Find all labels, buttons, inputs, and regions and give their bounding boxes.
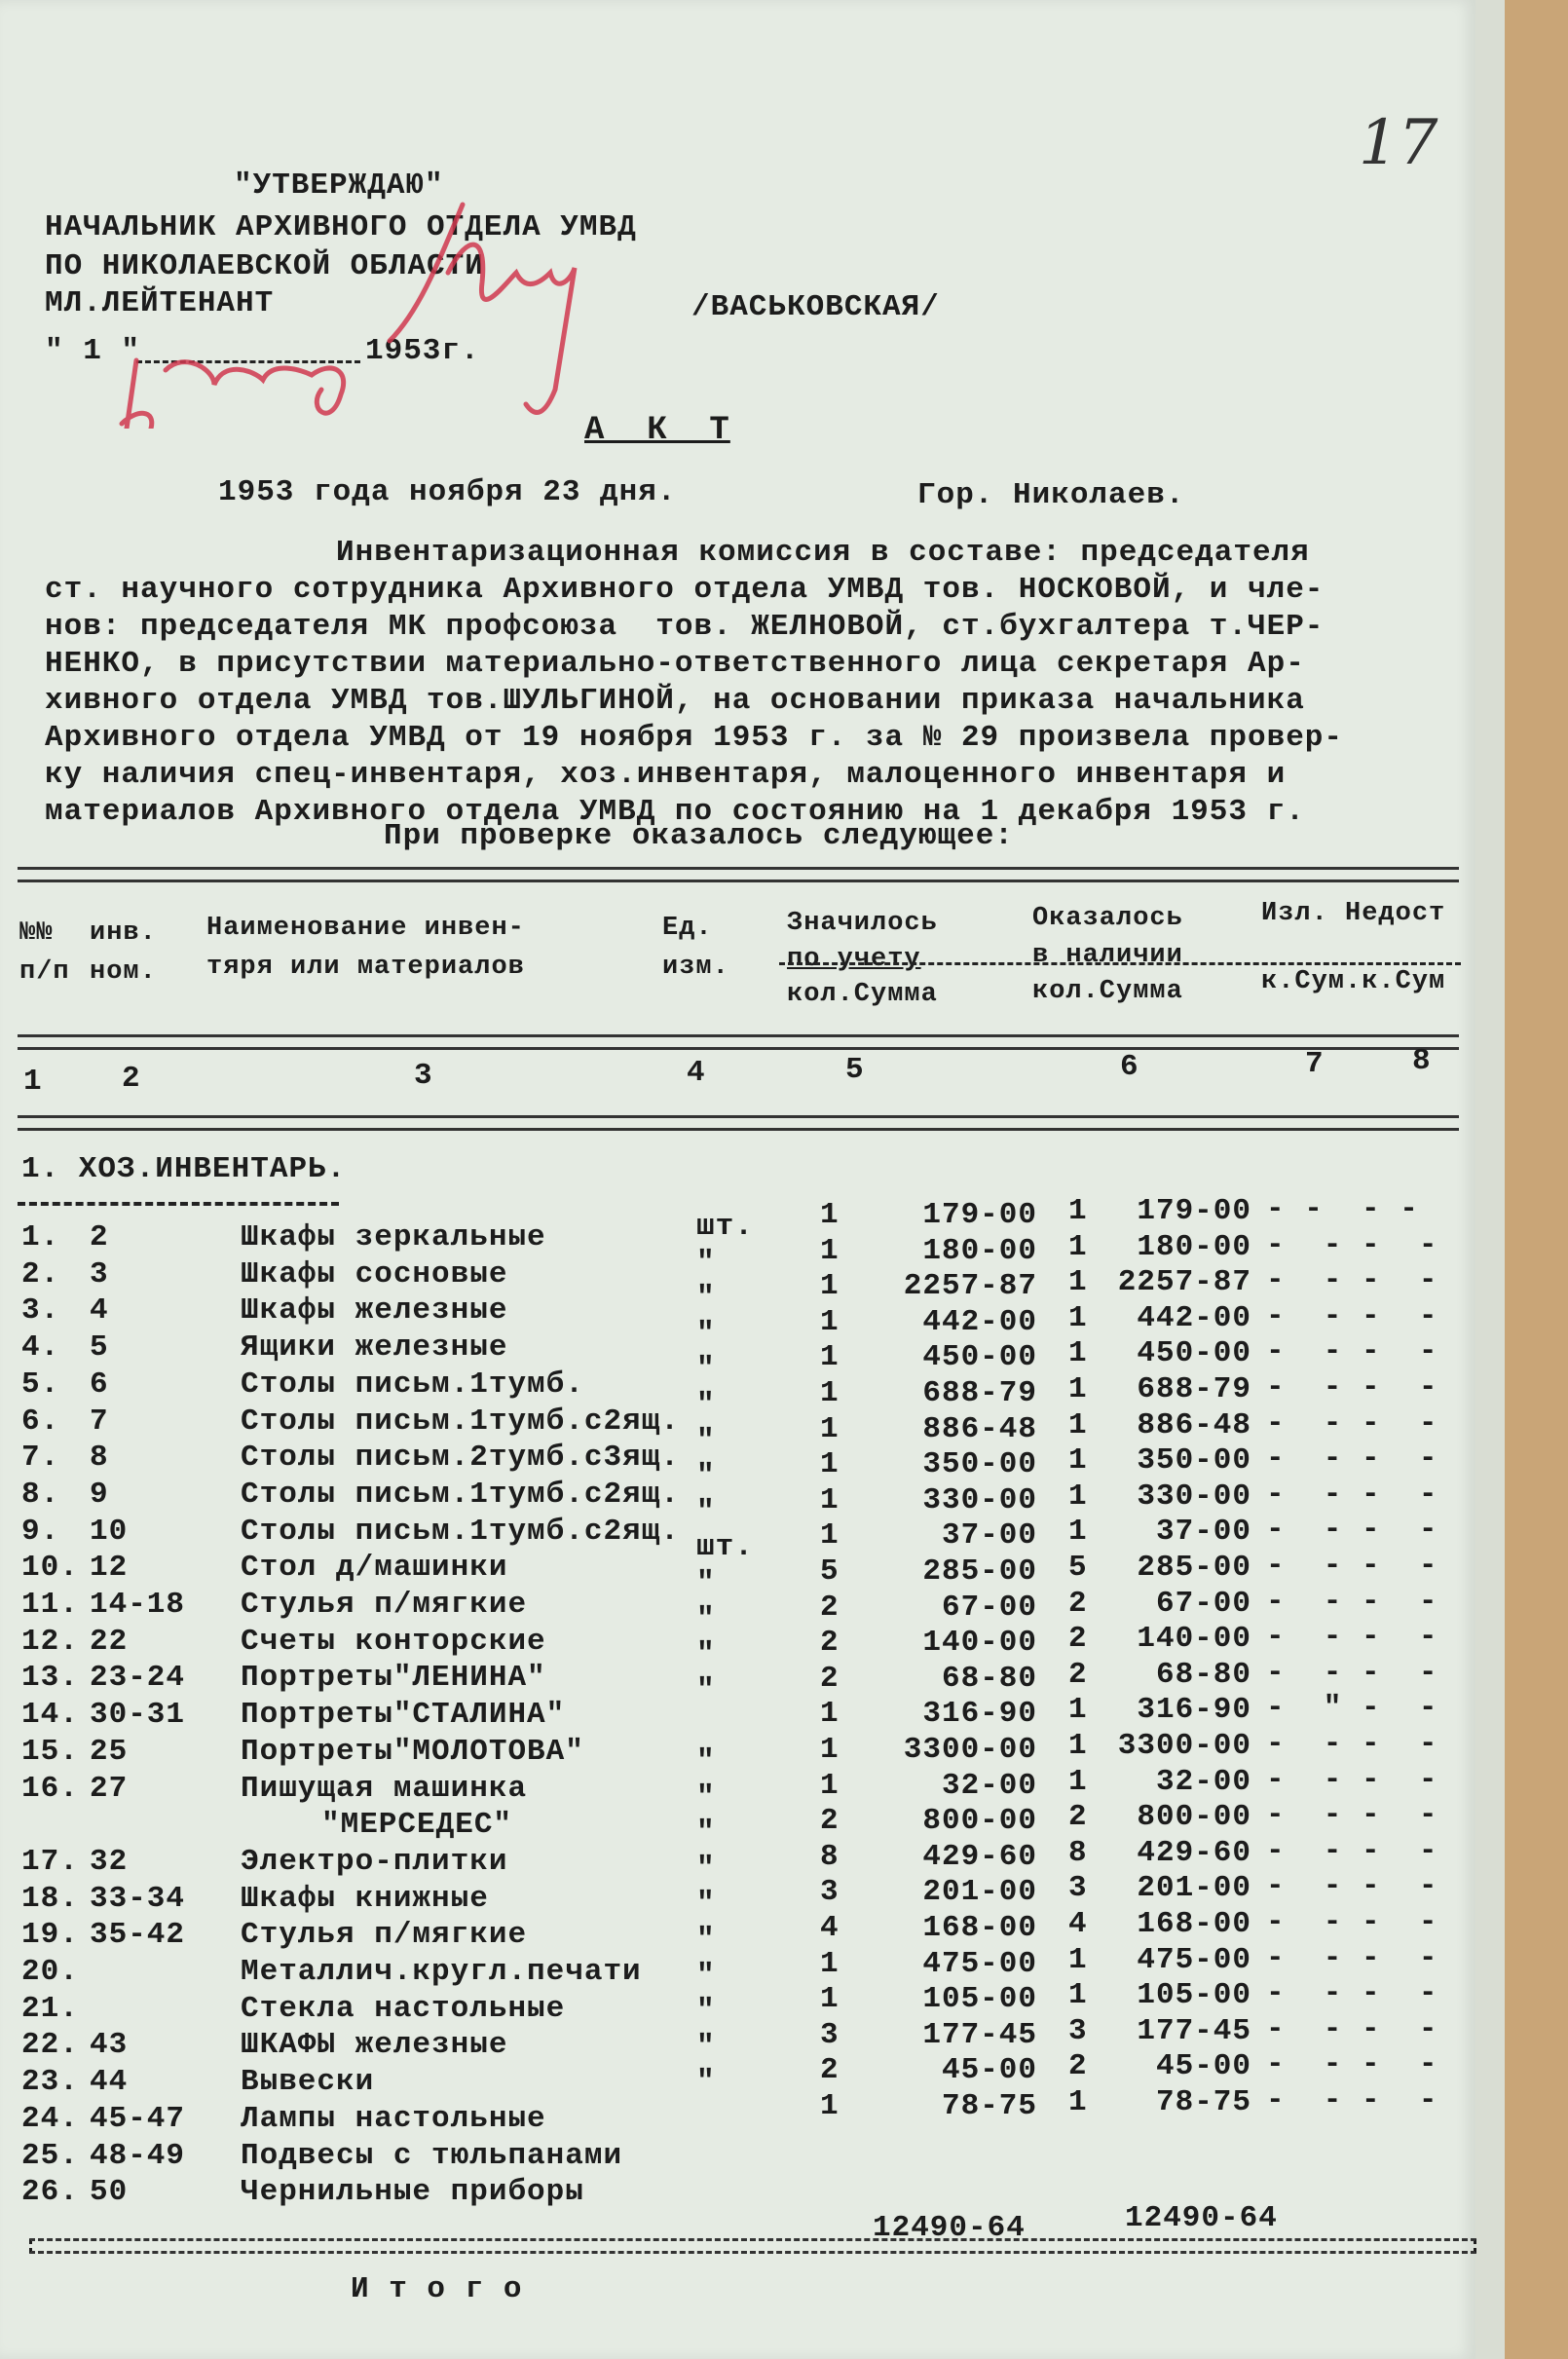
recorded-qty: 1 bbox=[820, 1198, 840, 1232]
actual-qty: 1 bbox=[1068, 1336, 1088, 1371]
column-number: 6 bbox=[1120, 1050, 1139, 1084]
actual-sum: 316-90 bbox=[1137, 1693, 1251, 1728]
recorded-qty: 2 bbox=[820, 1661, 840, 1696]
item-row-number: 20. bbox=[21, 1955, 79, 1989]
surplus-shortage: - - - - bbox=[1266, 1976, 1438, 2011]
item-name: ШКАФЫ железные bbox=[241, 2028, 508, 2063]
actual-qty: 1 bbox=[1068, 2085, 1088, 2119]
surplus-shortage: - - - - bbox=[1266, 1869, 1438, 1904]
recorded-qty: 3 bbox=[820, 1875, 840, 1910]
recorded-sum: 177-45 bbox=[922, 2017, 1037, 2052]
item-unit: " bbox=[696, 1388, 716, 1422]
paragraph-line: ку наличия спец-инвентаря, хоз.инвентаря, малоценного инвентаря и bbox=[45, 758, 1287, 792]
recorded-sum: 201-00 bbox=[922, 1875, 1037, 1910]
item-name: Стол д/машинки bbox=[241, 1551, 508, 1586]
item-inventory-number: 22 bbox=[90, 1624, 129, 1659]
item-inventory-number: 3 bbox=[90, 1256, 109, 1292]
recorded-sum: 475-00 bbox=[922, 1946, 1037, 1981]
surplus-shortage: - - - - bbox=[1266, 2047, 1438, 2082]
actual-sum: 177-45 bbox=[1137, 2013, 1251, 2048]
surplus-shortage: - - - - bbox=[1266, 1905, 1438, 1939]
paragraph-line: нов: председателя МК профсоюза тов. ЖЕЛНОВОЙ, ст.бухгалтера т.ЧЕР- bbox=[45, 610, 1325, 644]
item-unit: " bbox=[696, 1779, 716, 1815]
recorded-qty: 5 bbox=[820, 1554, 840, 1589]
item-name: Лампы настольные bbox=[241, 2101, 546, 2136]
actual-qty: 1 bbox=[1068, 1407, 1088, 1442]
item-name: Шкафы зеркальные bbox=[241, 1220, 546, 1254]
item-name: Стулья п/мягкие bbox=[241, 1588, 528, 1622]
recorded-sum: 45-00 bbox=[941, 2053, 1037, 2088]
item-name: Электро-плитки bbox=[241, 1844, 508, 1879]
item-unit: " bbox=[696, 2029, 716, 2064]
surplus-shortage: - - - - bbox=[1266, 1263, 1438, 1298]
item-inventory-number: 12 bbox=[90, 1551, 129, 1586]
surplus-shortage: - - - - bbox=[1266, 1833, 1438, 1868]
column-numbers-rule bbox=[18, 1115, 1459, 1131]
item-unit: " bbox=[696, 1566, 716, 1600]
actual-sum: 37-00 bbox=[1155, 1515, 1251, 1550]
actual-sum: 180-00 bbox=[1137, 1229, 1251, 1264]
recorded-sum: 180-00 bbox=[922, 1233, 1037, 1268]
item-name: Портреты"ЛЕНИНА" bbox=[241, 1661, 546, 1696]
recorded-qty: 2 bbox=[820, 1590, 840, 1625]
item-inventory-number: 2 bbox=[90, 1220, 109, 1254]
item-inventory-number: 48-49 bbox=[90, 2138, 186, 2173]
actual-sum: 886-48 bbox=[1137, 1407, 1251, 1442]
actual-qty: 1 bbox=[1068, 1764, 1088, 1799]
hdr-col7c: к.Сум.к.Сум bbox=[1261, 967, 1446, 996]
item-row-number: 19. bbox=[21, 1918, 79, 1953]
hdr-col3a: Наименование инвен- bbox=[206, 914, 525, 943]
item-unit: " bbox=[696, 1994, 716, 2029]
hdr-col3b: тяря или материалов bbox=[206, 953, 525, 982]
recorded-qty: 2 bbox=[820, 2053, 840, 2088]
item-name: Стулья п/мягкие bbox=[241, 1918, 528, 1953]
recorded-qty: 8 bbox=[820, 1839, 840, 1874]
item-inventory-number: 44 bbox=[90, 2065, 129, 2100]
actual-sum: 3300-00 bbox=[1117, 1729, 1251, 1763]
actual-qty: 1 bbox=[1068, 1229, 1088, 1264]
actual-sum: 475-00 bbox=[1137, 1942, 1251, 1977]
item-row-number: 5. bbox=[21, 1367, 60, 1402]
item-unit: " bbox=[696, 1601, 716, 1636]
actual-sum: 105-00 bbox=[1137, 1978, 1251, 2013]
item-row-number: 25. bbox=[21, 2138, 79, 2173]
item-row-number: 11. bbox=[21, 1588, 79, 1622]
hdr-col6a: Оказалось bbox=[1032, 904, 1183, 933]
item-name: Столы письм.1тумб.с2ящ. bbox=[241, 1514, 680, 1549]
item-unit: шт. bbox=[696, 1210, 754, 1244]
item-unit: " bbox=[696, 1672, 716, 1707]
paragraph-line: НЕНКО, в присутствии материально-ответственного лица секретаря Ар- bbox=[45, 647, 1305, 681]
item-inventory-number: 14-18 bbox=[90, 1588, 186, 1622]
actual-sum: 350-00 bbox=[1137, 1443, 1251, 1479]
recorded-sum: 67-00 bbox=[941, 1590, 1037, 1625]
section-underline bbox=[18, 1202, 339, 1206]
act-city: Гор. Николаев. bbox=[917, 478, 1185, 512]
recorded-sum: 886-48 bbox=[922, 1411, 1037, 1446]
item-unit: " bbox=[696, 1744, 716, 1779]
actual-sum: 442-00 bbox=[1137, 1300, 1251, 1335]
item-unit: " bbox=[696, 1459, 716, 1494]
actual-qty: 1 bbox=[1068, 1443, 1088, 1479]
total-recorded: 12490-64 bbox=[873, 2211, 1026, 2245]
recorded-sum: 330-00 bbox=[922, 1482, 1037, 1517]
item-unit: " bbox=[696, 1281, 716, 1316]
actual-qty: 2 bbox=[1068, 1622, 1088, 1657]
item-name: Шкафы железные bbox=[241, 1293, 508, 1329]
item-inventory-number: 10 bbox=[90, 1514, 129, 1549]
item-inventory-number: 32 bbox=[90, 1844, 129, 1879]
item-unit: " bbox=[696, 1958, 716, 1993]
recorded-qty: 1 bbox=[820, 1768, 840, 1803]
hdr-col2b: ном. bbox=[90, 957, 157, 987]
item-inventory-number: 43 bbox=[90, 2028, 129, 2063]
paragraph-line: ст. научного сотрудника Архивного отдела УМВД тов. НОСКОВОЙ, и чле- bbox=[45, 573, 1325, 607]
recorded-qty: 1 bbox=[820, 1982, 840, 2017]
hdr-col2a: инв. bbox=[90, 918, 157, 948]
surplus-shortage: - - - - bbox=[1266, 1192, 1419, 1226]
item-unit: " bbox=[696, 1352, 716, 1387]
item-row-number: 6. bbox=[21, 1404, 60, 1439]
actual-qty: 1 bbox=[1068, 1194, 1088, 1228]
approval-heading: "УТВЕРЖДАЮ" bbox=[234, 168, 444, 203]
item-unit: " bbox=[696, 1494, 716, 1529]
recorded-qty: 4 bbox=[820, 1911, 840, 1945]
item-inventory-number: 7 bbox=[90, 1404, 109, 1439]
approval-line-1: НАЧАЛЬНИК АРХИВНОГО ОТДЕЛА УМВД bbox=[45, 210, 637, 244]
actual-qty: 1 bbox=[1068, 1978, 1088, 2013]
total-label: И т о г о bbox=[351, 2272, 523, 2306]
item-row-number: 16. bbox=[21, 1771, 79, 1806]
actual-sum: 140-00 bbox=[1137, 1622, 1251, 1657]
recorded-qty: 1 bbox=[820, 1233, 840, 1268]
item-unit: " bbox=[696, 1423, 716, 1458]
actual-qty: 3 bbox=[1068, 1871, 1088, 1906]
item-name: Портреты"МОЛОТОВА" bbox=[241, 1734, 584, 1769]
item-inventory-number: 8 bbox=[90, 1441, 109, 1476]
actual-qty: 1 bbox=[1068, 1372, 1088, 1406]
hdr-col5b: по учету bbox=[787, 945, 921, 974]
actual-qty: 1 bbox=[1068, 1729, 1088, 1763]
document-title: А К Т bbox=[584, 412, 730, 449]
actual-sum: 78-75 bbox=[1155, 2085, 1251, 2119]
surplus-shortage: - - - - bbox=[1266, 1798, 1438, 1833]
surplus-shortage: - - - - bbox=[1266, 1477, 1438, 1512]
item-name: Столы письм.1тумб.с2ящ. bbox=[241, 1404, 680, 1439]
surplus-shortage: - - - - bbox=[1266, 1405, 1438, 1441]
item-unit: " bbox=[696, 1637, 716, 1672]
actual-qty: 3 bbox=[1068, 2013, 1088, 2048]
page-edge bbox=[1475, 0, 1505, 2359]
item-unit: " bbox=[696, 1316, 716, 1351]
recorded-sum: 442-00 bbox=[922, 1304, 1037, 1339]
actual-qty: 1 bbox=[1068, 1693, 1088, 1728]
recorded-qty: 1 bbox=[820, 1376, 840, 1410]
column-number: 8 bbox=[1412, 1044, 1432, 1078]
item-inventory-number: 25 bbox=[90, 1734, 129, 1769]
recorded-qty: 1 bbox=[820, 1518, 840, 1554]
item-name: Столы письм.1тумб. bbox=[241, 1367, 584, 1402]
recorded-qty: 2 bbox=[820, 1626, 840, 1661]
recorded-sum: 179-00 bbox=[922, 1198, 1037, 1232]
surplus-shortage: - - - - bbox=[1266, 1762, 1438, 1797]
item-inventory-number: 6 bbox=[90, 1367, 109, 1402]
recorded-qty: 1 bbox=[820, 1946, 840, 1981]
item-name: Столы письм.2тумб.с3ящ. bbox=[241, 1441, 680, 1476]
actual-sum: 285-00 bbox=[1137, 1551, 1251, 1585]
paragraph-line: материалов Архивного отдела УМВД по состоянию на 1 декабря 1953 г. bbox=[45, 795, 1305, 829]
item-row-number: 12. bbox=[21, 1624, 79, 1659]
item-row-number: 10. bbox=[21, 1551, 79, 1586]
recorded-sum: 140-00 bbox=[922, 1626, 1037, 1661]
total-actual: 12490-64 bbox=[1125, 2201, 1278, 2235]
section-title: 1. ХОЗ.ИНВЕНТАРЬ. bbox=[21, 1152, 347, 1186]
paragraph-line: Инвентаризационная комиссия в составе: председателя bbox=[336, 536, 1310, 570]
hdr-col6b: в наличии bbox=[1032, 941, 1183, 970]
actual-sum: 2257-87 bbox=[1117, 1265, 1251, 1300]
item-inventory-number: 4 bbox=[90, 1293, 109, 1329]
recorded-sum: 168-00 bbox=[922, 1911, 1037, 1945]
recorded-sum: 32-00 bbox=[941, 1768, 1037, 1803]
surplus-shortage: - - - - bbox=[1266, 1370, 1438, 1404]
surplus-shortage: - - - - bbox=[1266, 1584, 1438, 1619]
recorded-qty: 1 bbox=[820, 1733, 840, 1767]
item-row-number: 2. bbox=[21, 1256, 60, 1292]
actual-sum: 32-00 bbox=[1155, 1764, 1251, 1799]
item-name: Портреты"СТАЛИНА" bbox=[241, 1698, 566, 1733]
surplus-shortage: - - - - bbox=[1266, 1940, 1438, 1975]
recorded-qty: 1 bbox=[820, 2089, 840, 2123]
surplus-shortage: - - - - bbox=[1266, 1227, 1438, 1262]
item-inventory-number: 35-42 bbox=[90, 1918, 186, 1953]
recorded-sum: 285-00 bbox=[922, 1554, 1037, 1589]
page-number: 17 bbox=[1359, 107, 1438, 179]
item-unit: " bbox=[696, 1887, 716, 1922]
hdr-col7a: Изл. Недост bbox=[1261, 899, 1446, 928]
item-unit: " bbox=[696, 1851, 716, 1886]
actual-qty: 4 bbox=[1068, 1907, 1088, 1941]
item-inventory-number: 30-31 bbox=[90, 1698, 186, 1733]
surplus-shortage: - - - - bbox=[1266, 1298, 1438, 1333]
item-inventory-number: 33-34 bbox=[90, 1881, 186, 1916]
item-row-number: 7. bbox=[21, 1441, 60, 1476]
actual-qty: 2 bbox=[1068, 1586, 1088, 1621]
recorded-sum: 2257-87 bbox=[903, 1269, 1037, 1304]
recorded-qty: 1 bbox=[820, 1697, 840, 1732]
surplus-shortage: - - - - bbox=[1266, 1549, 1438, 1583]
item-row-number: 26. bbox=[21, 2175, 79, 2210]
approval-line-2: ПО НИКОЛАЕВСКОЙ ОБЛАСТИ bbox=[45, 249, 484, 283]
recorded-sum: 68-80 bbox=[941, 1661, 1037, 1696]
intro-line: При проверке оказалось следующее: bbox=[384, 819, 1014, 853]
item-row-number: 15. bbox=[21, 1734, 79, 1769]
surplus-shortage: - - - - bbox=[1266, 2083, 1438, 2117]
actual-sum: 800-00 bbox=[1137, 1800, 1251, 1835]
recorded-qty: 1 bbox=[820, 1304, 840, 1339]
item-row-number: 13. bbox=[21, 1661, 79, 1696]
recorded-sum: 450-00 bbox=[922, 1340, 1037, 1375]
column-number: 2 bbox=[122, 1062, 141, 1096]
actual-sum: 68-80 bbox=[1155, 1657, 1251, 1692]
item-name: Шкафы сосновые bbox=[241, 1256, 508, 1292]
recorded-qty: 2 bbox=[820, 1804, 840, 1839]
column-number: 3 bbox=[414, 1059, 433, 1093]
approval-date-year: 1953г. bbox=[365, 334, 480, 368]
hdr-col1b: п/п bbox=[19, 957, 70, 987]
actual-sum: 45-00 bbox=[1155, 2049, 1251, 2084]
item-inventory-number: 9 bbox=[90, 1477, 109, 1512]
item-unit: " bbox=[696, 1816, 716, 1851]
surplus-shortage: - - - - bbox=[1266, 1513, 1438, 1548]
header-bottom-rule bbox=[18, 1034, 1459, 1050]
column-number: 4 bbox=[687, 1056, 706, 1090]
recorded-sum: 316-90 bbox=[922, 1697, 1037, 1732]
item-name: Столы письм.1тумб.с2ящ. bbox=[241, 1477, 680, 1512]
recorded-sum: 429-60 bbox=[922, 1839, 1037, 1874]
item-row-number: 18. bbox=[21, 1881, 79, 1916]
actual-sum: 688-79 bbox=[1137, 1372, 1251, 1406]
actual-sum: 168-00 bbox=[1137, 1907, 1251, 1941]
item-row-number: 9. bbox=[21, 1514, 60, 1549]
item-row-number: 3. bbox=[21, 1293, 60, 1329]
item-row-number: 1. bbox=[21, 1220, 60, 1254]
hdr-col6c: кол.Сумма bbox=[1032, 977, 1183, 1006]
recorded-qty: 3 bbox=[820, 2017, 840, 2052]
item-name: Пишущая машинка bbox=[241, 1771, 528, 1806]
column-number: 1 bbox=[23, 1065, 43, 1099]
item-row-number: 21. bbox=[21, 1991, 79, 2026]
paragraph-line: Архивного отдела УМВД от 19 ноября 1953 г. за № 29 произвела провер- bbox=[45, 721, 1344, 755]
actual-qty: 8 bbox=[1068, 1835, 1088, 1870]
item-row-number: 22. bbox=[21, 2028, 79, 2063]
actual-sum: 179-00 bbox=[1137, 1194, 1251, 1228]
item-name: Чернильные приборы bbox=[241, 2175, 584, 2210]
recorded-sum: 78-75 bbox=[941, 2089, 1037, 2123]
surplus-shortage: - - - - bbox=[1266, 1442, 1438, 1477]
item-unit: " bbox=[696, 1923, 716, 1957]
recorded-sum: 688-79 bbox=[922, 1376, 1037, 1410]
item-inventory-number: 5 bbox=[90, 1330, 109, 1366]
hdr-col4a: Ед. bbox=[662, 914, 713, 943]
paragraph-line: хивного отдела УМВД тов.ШУЛЬГИНОЙ, на основании приказа начальника bbox=[45, 684, 1305, 718]
item-row-number: 14. bbox=[21, 1698, 79, 1733]
item-name: Стекла настольные bbox=[241, 1991, 566, 2026]
item-name-continued: "МЕРСЕДЕС" bbox=[321, 1808, 513, 1843]
recorded-sum: 3300-00 bbox=[903, 1733, 1037, 1767]
item-name: Подвесы с тюльпанами bbox=[241, 2138, 623, 2173]
actual-qty: 1 bbox=[1068, 1300, 1088, 1335]
hdr-col4b: изм. bbox=[662, 953, 729, 982]
item-inventory-number: 50 bbox=[90, 2175, 129, 2210]
approval-line-3: МЛ.ЛЕЙТЕНАНТ bbox=[45, 286, 275, 320]
recorded-sum: 350-00 bbox=[922, 1447, 1037, 1482]
recorded-qty: 1 bbox=[820, 1482, 840, 1517]
item-name: Счеты конторские bbox=[241, 1624, 546, 1659]
surplus-shortage: - - - - bbox=[1266, 2011, 1438, 2046]
recorded-sum: 800-00 bbox=[922, 1804, 1037, 1839]
item-row-number: 8. bbox=[21, 1477, 60, 1512]
item-unit: " bbox=[696, 1245, 716, 1280]
item-row-number: 4. bbox=[21, 1330, 60, 1366]
table-top-rule bbox=[18, 867, 1459, 882]
approval-date-day: " 1 " bbox=[45, 334, 141, 368]
column-number: 7 bbox=[1305, 1047, 1325, 1081]
actual-qty: 2 bbox=[1068, 1800, 1088, 1835]
surplus-shortage: - " - - bbox=[1266, 1691, 1438, 1726]
actual-qty: 1 bbox=[1068, 1942, 1088, 1977]
recorded-qty: 1 bbox=[820, 1269, 840, 1304]
recorded-qty: 1 bbox=[820, 1447, 840, 1482]
red-signature bbox=[97, 175, 643, 429]
item-inventory-number: 23-24 bbox=[90, 1661, 186, 1696]
actual-sum: 201-00 bbox=[1137, 1871, 1251, 1906]
actual-sum: 450-00 bbox=[1137, 1336, 1251, 1371]
approval-signer: /ВАСЬКОВСКАЯ/ bbox=[691, 290, 940, 324]
item-inventory-number: 27 bbox=[90, 1771, 129, 1806]
actual-qty: 1 bbox=[1068, 1479, 1088, 1514]
surplus-shortage: - - - - bbox=[1266, 1620, 1438, 1655]
hdr-col5c: кол.Сумма bbox=[787, 980, 938, 1009]
actual-qty: 5 bbox=[1068, 1551, 1088, 1585]
recorded-sum: 37-00 bbox=[941, 1518, 1037, 1554]
item-unit: " bbox=[696, 2065, 716, 2100]
table-bottom-rule bbox=[29, 2238, 1476, 2254]
surplus-shortage: - - - - bbox=[1266, 1334, 1438, 1369]
actual-qty: 1 bbox=[1068, 1515, 1088, 1550]
actual-qty: 1 bbox=[1068, 1265, 1088, 1300]
actual-qty: 2 bbox=[1068, 2049, 1088, 2084]
actual-sum: 330-00 bbox=[1137, 1479, 1251, 1514]
hdr-col1a: №№ bbox=[19, 918, 54, 948]
item-row-number: 23. bbox=[21, 2065, 79, 2100]
item-row-number: 17. bbox=[21, 1844, 79, 1879]
item-unit: шт. bbox=[696, 1530, 754, 1565]
act-date: 1953 года ноября 23 дня. bbox=[218, 475, 677, 509]
surplus-shortage: - - - - bbox=[1266, 1655, 1438, 1690]
column-number: 5 bbox=[845, 1053, 865, 1087]
item-inventory-number: 45-47 bbox=[90, 2101, 186, 2136]
item-name: Вывески bbox=[241, 2065, 375, 2100]
recorded-qty: 1 bbox=[820, 1411, 840, 1446]
actual-sum: 67-00 bbox=[1155, 1586, 1251, 1621]
recorded-sum: 105-00 bbox=[922, 1982, 1037, 2017]
recorded-qty: 1 bbox=[820, 1340, 840, 1375]
actual-qty: 2 bbox=[1068, 1657, 1088, 1692]
item-name: Шкафы книжные bbox=[241, 1881, 489, 1916]
item-name: Металлич.кругл.печати bbox=[241, 1955, 642, 1989]
hdr-col5a: Значилось bbox=[787, 909, 938, 938]
actual-sum: 429-60 bbox=[1137, 1835, 1251, 1870]
header-subrule bbox=[779, 962, 1461, 965]
item-name: Ящики железные bbox=[241, 1330, 508, 1366]
item-row-number: 24. bbox=[21, 2101, 79, 2136]
surplus-shortage: - - - - bbox=[1266, 1727, 1438, 1761]
